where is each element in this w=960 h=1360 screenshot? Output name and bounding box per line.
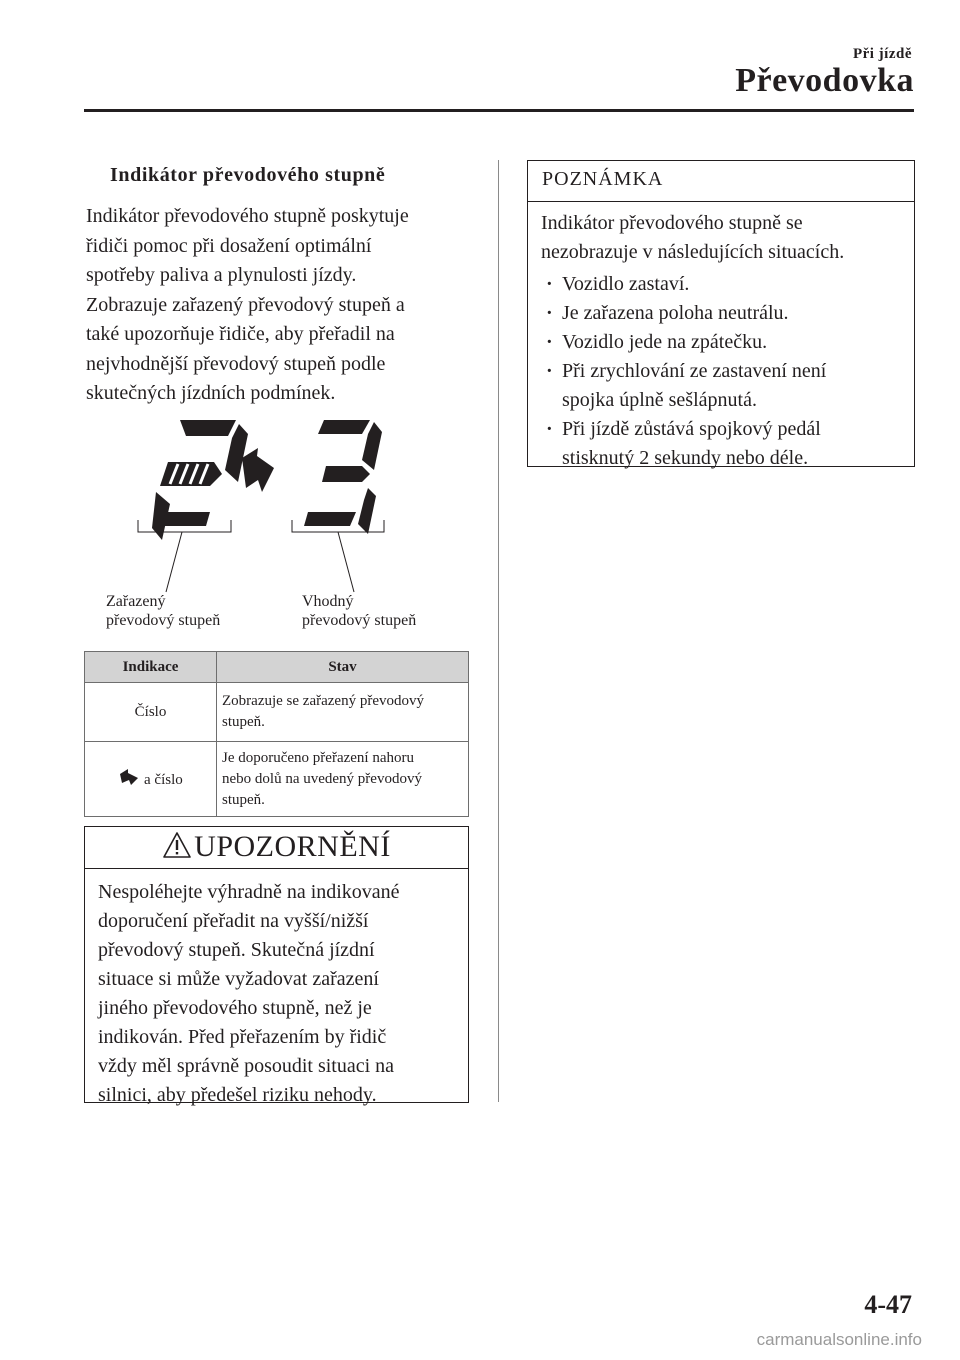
bullet-icon: · [546, 360, 553, 382]
table-row [85, 683, 469, 742]
page-number: 4-47 [864, 1290, 912, 1319]
warning-title: UPOZORNĚNÍ [194, 830, 391, 863]
list-item: · Při zrychlování ze zastavení není spojka úplně sešlápnutá. [543, 357, 903, 415]
warning-line: situace si může vyžadovat zařazení [98, 968, 379, 990]
table-header-row [85, 652, 469, 683]
digit-3-recommended-gear [304, 420, 382, 534]
note-line: Indikátor převodového stupně se [541, 212, 803, 234]
section-heading: Indikátor převodového stupně [110, 164, 386, 186]
intro-line: také upozorňuje řidiče, aby přeřadil na [86, 323, 395, 345]
warning-line: Nespoléhejte výhradně na indikované [98, 881, 400, 903]
leader-lines [138, 520, 384, 592]
warning-line: silnici, aby předešel riziku nehody. [98, 1084, 377, 1106]
warning-text [98, 878, 458, 1110]
intro-line: Zobrazuje zařazený převodový stupeň a [86, 293, 405, 316]
column-divider [498, 160, 499, 1102]
note-line: nezobrazuje v následujících situacích. [541, 241, 845, 263]
table-cell-state [217, 742, 469, 817]
note-bullet-list [543, 270, 903, 473]
table-cell-indication [85, 742, 217, 817]
intro-paragraph [86, 202, 486, 409]
label-recommended-line: Vhodný [302, 593, 354, 610]
label-current-line: převodový stupeň [106, 612, 221, 629]
warning-line: doporučení přeřadit na vyšší/nižší [98, 910, 369, 932]
note-box [527, 160, 915, 467]
indication-text: a číslo [144, 771, 183, 788]
intro-line: skutečných jízdních podmínek. [86, 382, 336, 404]
label-recommended-gear [302, 592, 416, 630]
state-line: stupeň. [222, 791, 265, 808]
state-line: Je doporučeno přeřazení nahoru [222, 749, 414, 766]
running-header-title: Převodovka [735, 62, 914, 99]
table-row [85, 742, 469, 817]
shift-arrow-icon [118, 768, 140, 786]
watermark: carmanualsonline.info [756, 1330, 922, 1349]
intro-line: řidiči pomoc při dosažení optimální [86, 234, 372, 257]
warning-line: převodový stupeň. Skutečná jízdní [98, 939, 375, 961]
label-current-line: Zařazený [106, 593, 166, 610]
bullet-icon: · [546, 331, 553, 353]
list-item: · Vozidlo jede na zpátečku. [543, 328, 903, 357]
list-item: · Při jízdě zůstává spojkový pedál stisknutý 2 sekundy nebo déle. [543, 415, 903, 473]
shift-arrow-icon [242, 448, 274, 492]
indicator-table [84, 651, 469, 817]
intro-line: nejvhodnější převodový stupeň podle [86, 352, 386, 375]
warning-line: jiného převodového stupně, než je [98, 997, 372, 1019]
table-cell-state [217, 683, 469, 742]
note-intro [541, 209, 906, 267]
label-recommended-line: převodový stupeň [302, 612, 417, 629]
warning-line: indikován. Před přeřazením by řidič [98, 1026, 387, 1048]
table-header-indication: Indikace [85, 652, 217, 683]
label-current-gear [106, 592, 220, 630]
intro-line: spotřeby paliva a plynulosti jízdy. [86, 264, 357, 286]
state-line: Zobrazuje se zařazený převodový [222, 693, 424, 709]
table-cell-indication: Číslo [85, 683, 217, 742]
bullet-icon: · [546, 418, 553, 440]
bullet-icon: · [546, 273, 553, 295]
list-item: · Vozidlo zastaví. [543, 270, 903, 299]
header-rule [84, 109, 914, 112]
warning-box [84, 826, 469, 1106]
list-item: · Je zařazena poloha neutrálu. [543, 299, 903, 328]
warning-header [85, 827, 468, 869]
state-line: stupeň. [222, 714, 265, 730]
state-line: nebo dolů na uvedený převodový [222, 770, 422, 787]
running-header-section: Při jízdě [852, 46, 912, 62]
warning-triangle-icon [162, 831, 192, 859]
table-header-state: Stav [217, 652, 469, 683]
warning-line: vždy měl správně posoudit situaci na [98, 1055, 395, 1077]
note-header [528, 161, 914, 202]
intro-line: Indikátor převodového stupně poskytuje [86, 205, 409, 227]
bullet-icon: · [546, 302, 553, 324]
note-title: POZNÁMKA [542, 168, 664, 190]
